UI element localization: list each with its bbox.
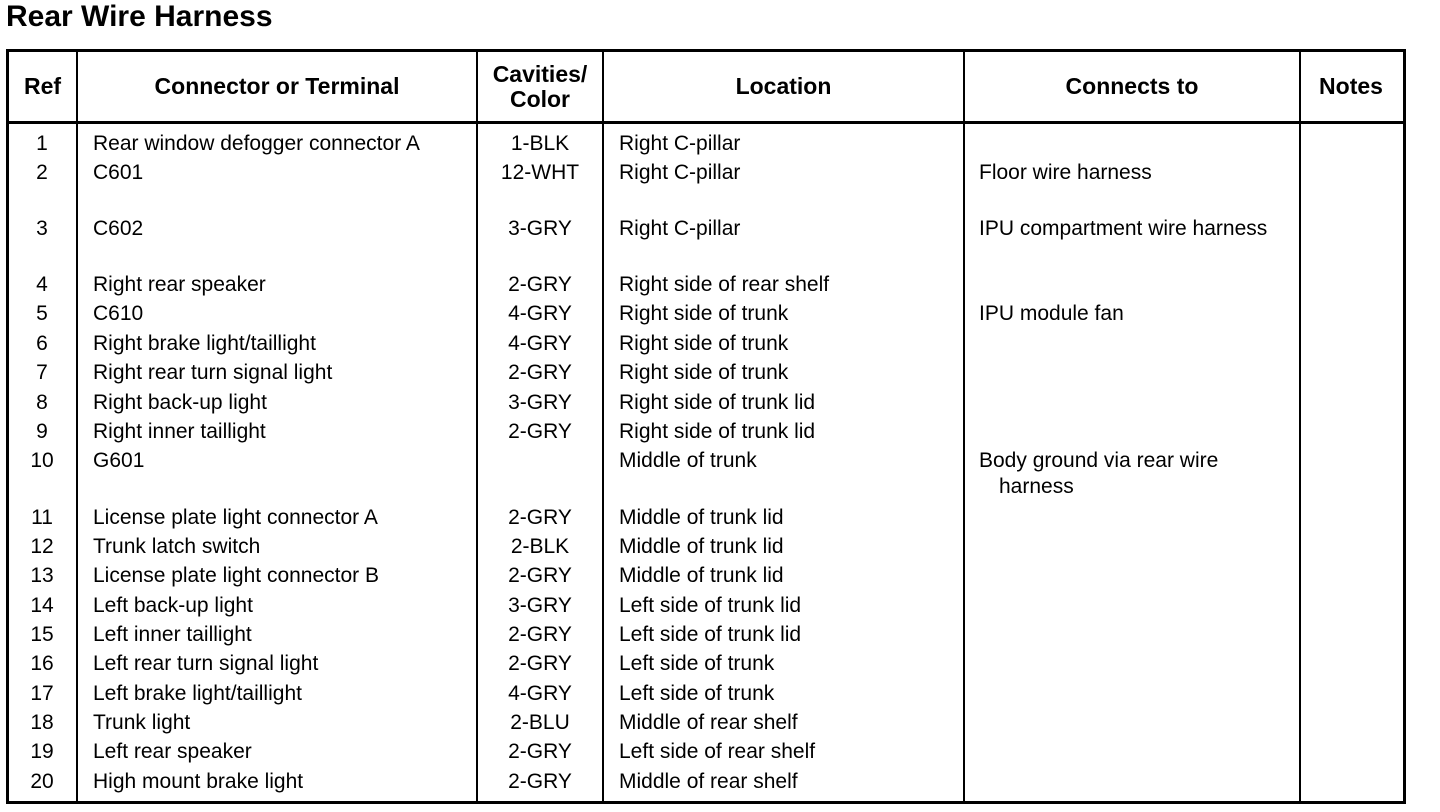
cell-connects-to-line: Floor wire harness: [979, 161, 1152, 184]
cell-ref: 3: [36, 217, 48, 240]
cell-location: Middle of trunk lid: [619, 535, 784, 558]
cell-connects-to: [979, 216, 1267, 242]
cell-ref: 16: [30, 652, 54, 675]
cell-ref: 9: [36, 420, 48, 443]
cell-ref: 15: [30, 623, 54, 646]
cell-ref: 17: [30, 682, 54, 705]
cell-connector: Left inner taillight: [93, 623, 252, 646]
cell-connector: C610: [93, 302, 144, 325]
cell-cavities: 2-GRY: [508, 420, 572, 443]
header-connector: Connector or Terminal: [154, 73, 400, 99]
cell-connector: Left brake light/taillight: [93, 682, 302, 705]
cell-connects-to: [979, 160, 1152, 186]
cell-cavities: 2-GRY: [508, 740, 572, 763]
cell-connector: G601: [93, 449, 145, 472]
cell-location: Right side of trunk: [619, 332, 789, 355]
cell-ref: 2: [36, 161, 48, 184]
cell-cavities: 2-GRY: [508, 623, 572, 646]
cell-connector: Right back-up light: [93, 391, 267, 414]
column-divider: [602, 49, 604, 804]
cell-location: Right side of trunk lid: [619, 420, 816, 443]
header-cavities: [478, 52, 602, 121]
cell-location: Middle of trunk lid: [619, 506, 784, 529]
cell-cavities: 2-BLU: [510, 711, 570, 734]
page-title: Rear Wire Harness: [6, 0, 273, 33]
cell-cavities: 1-BLK: [510, 132, 570, 155]
header-cavities-line1: Cavities/: [492, 60, 588, 87]
cell-location: Left side of trunk: [619, 652, 775, 675]
cell-cavities: 2-GRY: [508, 273, 572, 296]
cell-connector: License plate light connector B: [93, 564, 380, 587]
cell-ref: 14: [30, 594, 54, 617]
cell-cavities: 2-GRY: [508, 564, 572, 587]
cell-connects-to-continuation: harness: [999, 475, 1074, 498]
cell-connector: Right brake light/taillight: [93, 332, 316, 355]
cell-ref: 4: [36, 273, 48, 296]
cell-cavities: 4-GRY: [508, 332, 572, 355]
header-connects-to: Connects to: [1065, 73, 1199, 99]
cell-location: Left side of trunk lid: [619, 623, 802, 646]
cell-connector: Right rear speaker: [93, 273, 266, 296]
cell-ref: 11: [31, 506, 53, 529]
cell-connector: Rear window defogger connector A: [93, 132, 420, 155]
cell-connects-to: [979, 448, 1218, 500]
cell-cavities: 2-GRY: [508, 652, 572, 675]
cell-connector: Left rear turn signal light: [93, 652, 319, 675]
cell-connects-to-line: Body ground via rear wire: [979, 449, 1219, 472]
header-divider: [6, 121, 1406, 124]
cell-cavities: 2-GRY: [508, 506, 572, 529]
cell-ref: 6: [36, 332, 48, 355]
cell-cavities: 2-GRY: [508, 361, 572, 384]
cell-connects-to: [979, 301, 1124, 327]
cell-cavities: 3-GRY: [508, 217, 572, 240]
cell-connector: High mount brake light: [93, 770, 304, 793]
cell-location: Left side of rear shelf: [619, 740, 816, 763]
cell-ref: 19: [30, 740, 54, 763]
cell-location: Left side of trunk: [619, 682, 775, 705]
cell-cavities: 12-WHT: [500, 161, 580, 184]
cell-cavities: 2-BLK: [510, 535, 570, 558]
cell-cavities: 3-GRY: [508, 594, 572, 617]
cell-location: Middle of rear shelf: [619, 711, 798, 734]
cell-location: Right side of trunk: [619, 302, 789, 325]
cell-location: Right side of trunk lid: [619, 391, 816, 414]
header-notes: Notes: [1319, 73, 1383, 99]
cell-ref: 1: [36, 132, 48, 155]
cell-location: Middle of trunk: [619, 449, 757, 472]
cell-ref: 7: [36, 361, 48, 384]
cell-connector: Right inner taillight: [93, 420, 266, 443]
header-location: Location: [735, 73, 832, 99]
cell-ref: 5: [36, 302, 48, 325]
cell-location: Right side of rear shelf: [619, 273, 830, 296]
cell-location: Right C-pillar: [619, 217, 741, 240]
column-divider: [963, 49, 965, 804]
header-ref: Ref: [23, 73, 62, 99]
cell-ref: 13: [30, 564, 54, 587]
cell-connector: Left back-up light: [93, 594, 253, 617]
cell-cavities: 4-GRY: [508, 302, 572, 325]
cell-connector: Right rear turn signal light: [93, 361, 333, 384]
cell-location: Middle of rear shelf: [619, 770, 798, 793]
cell-cavities: 4-GRY: [508, 682, 572, 705]
cell-ref: 12: [30, 535, 54, 558]
cell-location: Left side of trunk lid: [619, 594, 802, 617]
cell-connector: Trunk light: [93, 711, 191, 734]
column-divider: [76, 49, 78, 804]
cell-cavities: 3-GRY: [508, 391, 572, 414]
column-divider: [1299, 49, 1301, 804]
cell-ref: 20: [30, 770, 54, 793]
cell-cavities: 2-GRY: [508, 770, 572, 793]
cell-connects-to-line: IPU compartment wire harness: [979, 217, 1268, 240]
cell-ref: 8: [36, 391, 48, 414]
cell-connector: Left rear speaker: [93, 740, 252, 763]
cell-location: Middle of trunk lid: [619, 564, 784, 587]
cell-connector: C602: [93, 217, 144, 240]
cell-connector: License plate light connector A: [93, 506, 378, 529]
cell-location: Right C-pillar: [619, 132, 741, 155]
cell-ref: 18: [30, 711, 54, 734]
cell-ref: 10: [30, 449, 54, 472]
cell-location: Right side of trunk: [619, 361, 789, 384]
cell-location: Right C-pillar: [619, 161, 741, 184]
header-cavities-line2: Color: [509, 85, 571, 112]
cell-connector: C601: [93, 161, 144, 184]
cell-connects-to-line: IPU module fan: [979, 302, 1124, 325]
cell-connector: Trunk latch switch: [93, 535, 261, 558]
